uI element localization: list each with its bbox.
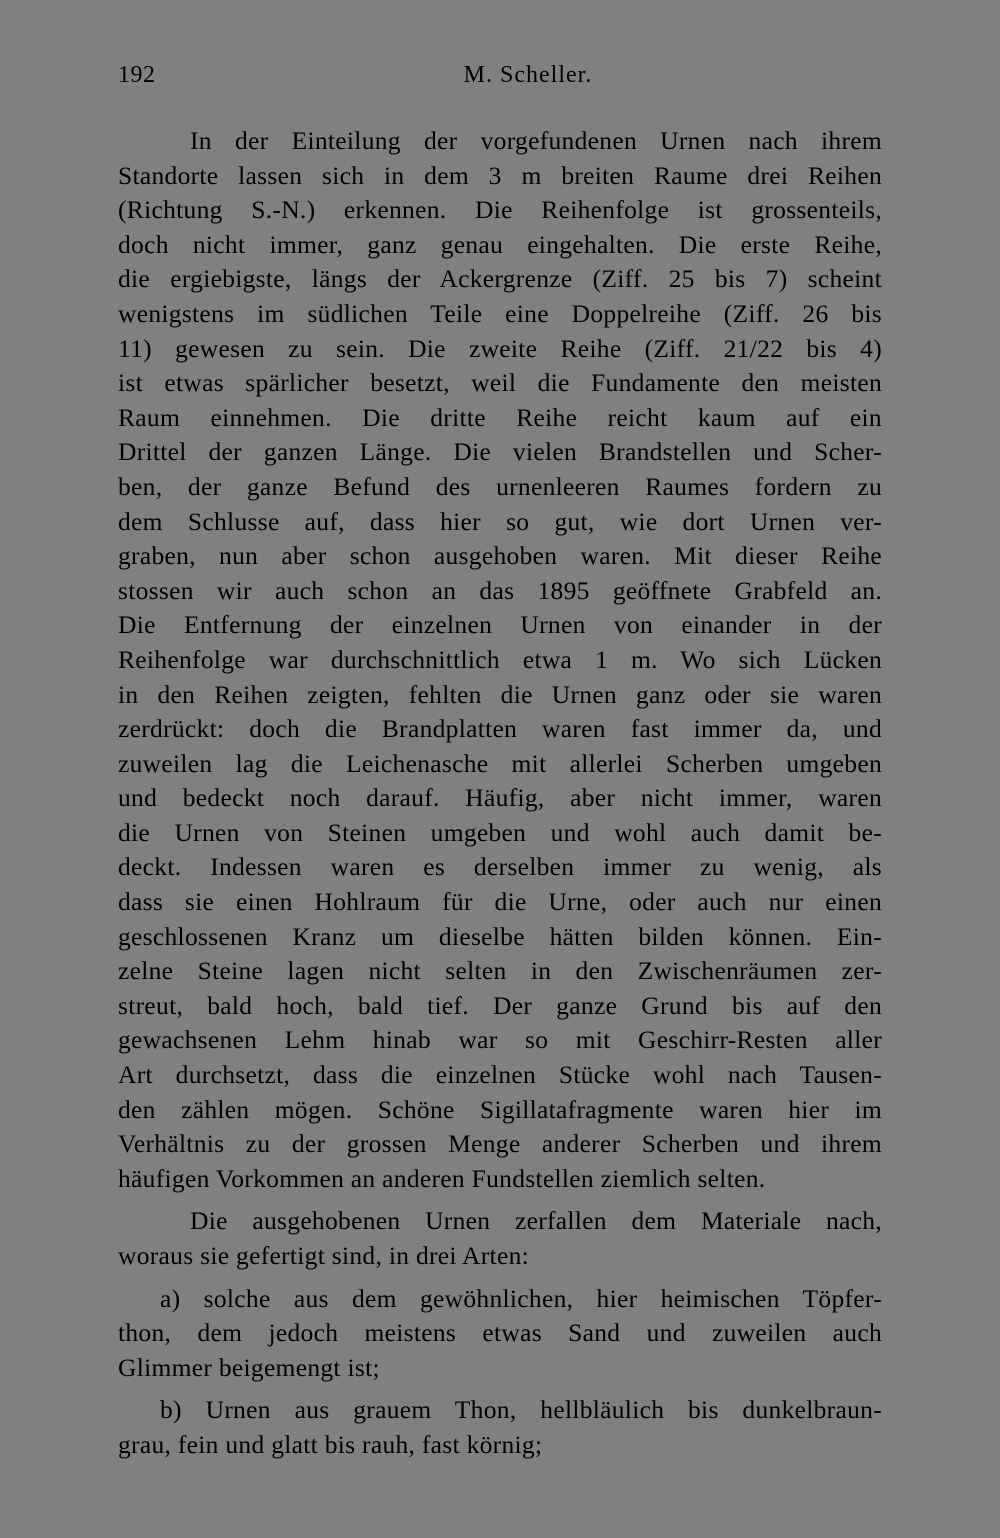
text-line: gewachsenen Lehm hinab war so mit Geschirr-Resten aller [118, 1025, 882, 1055]
text-line: dem Schlusse auf, dass hier so gut, wie dort Urnen ver- [118, 506, 882, 536]
text-line: Standorte lassen sich in dem 3 m breiten Raume drei Reihen [118, 160, 882, 190]
text-line: den zählen mögen. Schöne Sigillatafragmente waren hier im [118, 1094, 882, 1124]
list-item-b [118, 1393, 882, 1462]
text-line: stossen wir auch schon an das 1895 geöffnete Grabfeld an. [118, 575, 882, 605]
text-line: die Urnen von Steinen umgeben und wohl auch damit be- [118, 817, 882, 847]
body-text [118, 124, 882, 1463]
text-line: Art durchsetzt, dass die einzelnen Stücke wohl nach Tausen- [118, 1060, 882, 1090]
text-line: ben, der ganze Befund des urnenleeren Raumes fordern zu [118, 471, 882, 501]
text-line: Glimmer beigemengt ist; [118, 1352, 380, 1382]
text-line: 11) gewesen zu sein. Die zweite Reihe (Ziff. 21/22 bis 4) [118, 333, 882, 363]
text-line: Reihenfolge war durchschnittlich etwa 1 m. Wo sich Lücken [118, 644, 882, 674]
paragraph-1 [118, 124, 882, 1196]
text-line: In der Einteilung der vorgefundenen Urnen nach ihrem [190, 126, 882, 155]
text-line: häufigen Vorkommen an anderen Fundstellen ziemlich selten. [118, 1163, 766, 1193]
text-line: a) solche aus dem gewöhnlichen, hier heimischen Töpfer- [160, 1283, 882, 1313]
text-line: (Richtung S.-N.) erkennen. Die Reihenfolge ist grossenteils, [118, 195, 882, 225]
text-line: streut, bald hoch, bald tief. Der ganze Grund bis auf den [118, 990, 882, 1020]
text-line: Raum einnehmen. Die dritte Reihe reicht kaum auf ein [118, 402, 882, 432]
text-line: und bedeckt noch darauf. Häufig, aber nicht immer, waren [118, 783, 882, 813]
text-line: thon, dem jedoch meistens etwas Sand und zuweilen auch [118, 1318, 882, 1348]
text-line: Die Entfernung der einzelnen Urnen von einander in der [118, 610, 882, 640]
text-line: deckt. Indessen waren es derselben immer zu wenig, als [118, 852, 882, 882]
list-item-a [118, 1282, 882, 1386]
page-header [118, 62, 882, 102]
text-line: graben, nun aber schon ausgehoben waren. Mit dieser Reihe [118, 541, 882, 571]
text-line: die ergiebigste, längs der Ackergrenze (Ziff. 25 bis 7) scheint [118, 264, 882, 294]
text-line: geschlossenen Kranz um dieselbe hätten bilden können. Ein- [118, 921, 882, 951]
text-line: dass sie einen Hohlraum für die Urne, oder auch nur einen [118, 887, 882, 917]
text-line: grau, fein und glatt bis rauh, fast körnig; [118, 1429, 543, 1459]
text-line: Die ausgehobenen Urnen zerfallen dem Materiale nach, [190, 1206, 882, 1236]
text-line: ist etwas spärlicher besetzt, weil die Fundamente den meisten [118, 368, 882, 398]
text-line: Drittel der ganzen Länge. Die vielen Brandstellen und Scher- [118, 437, 882, 467]
text-line: doch nicht immer, ganz genau eingehalten. Die erste Reihe, [118, 229, 882, 259]
page-number: 192 [118, 62, 156, 88]
text-line: in den Reihen zeigten, fehlten die Urnen ganz oder sie waren [118, 679, 882, 709]
text-line: zuweilen lag die Leichenasche mit allerlei Scherben umgeben [118, 748, 882, 778]
text-line: zelne Steine lagen nicht selten in den Zwischenräumen zer- [118, 956, 882, 986]
text-line: Verhältnis zu der grossen Menge anderer Scherben und ihrem [118, 1129, 882, 1159]
text-line: woraus sie gefertigt sind, in drei Arten: [118, 1241, 529, 1270]
paragraph-2 [118, 1204, 882, 1273]
running-head: M. Scheller. [463, 62, 593, 88]
text-line: wenigstens im südlichen Teile eine Doppelreihe (Ziff. 26 bis [118, 298, 882, 328]
text-line: zerdrückt: doch die Brandplatten waren fast immer da, und [118, 714, 882, 744]
text-line: b) Urnen aus grauem Thon, hellbläulich bis dunkelbraun- [160, 1395, 882, 1425]
